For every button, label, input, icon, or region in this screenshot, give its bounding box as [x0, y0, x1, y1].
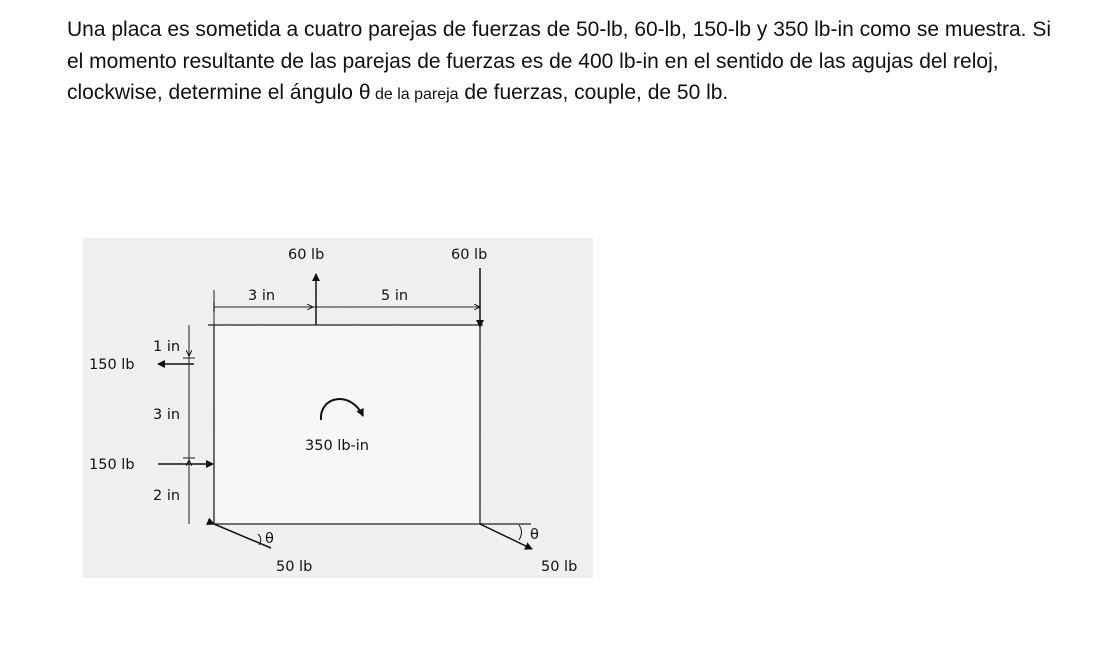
top-left-force-label: 60 lb	[288, 247, 325, 263]
dim-left-2-label: 3 in	[153, 407, 181, 423]
dim-left-3-label: 2 in	[153, 488, 181, 504]
plate-diagram	[83, 238, 593, 578]
couple-moment-label: 350 lb-in	[305, 438, 369, 454]
angle-left-label: θ	[265, 531, 274, 547]
bottom-left-force-label: 50 lb	[276, 559, 313, 575]
angle-right-label: θ	[530, 527, 539, 543]
dim-top-left-label: 3 in	[248, 288, 276, 304]
problem-text-part2: de fuerzas, couple, de 50 lb.	[458, 81, 729, 104]
plate	[214, 325, 480, 524]
plate-figure	[83, 238, 593, 578]
theta-symbol: θ	[358, 81, 371, 104]
dim-top-right-label: 5 in	[381, 288, 409, 304]
left-top-force-label: 150 lb	[89, 357, 135, 373]
left-bottom-force-label: 150 lb	[89, 457, 135, 473]
top-right-force-label: 60 lb	[451, 247, 488, 263]
bottom-right-force-label: 50 lb	[541, 559, 578, 575]
dim-left-1-label: 1 in	[153, 339, 181, 355]
problem-statement	[67, 14, 1057, 111]
problem-text-part1: Una placa es sometida a cuatro parejas de fuerzas de 50-lb, 60-lb, 150-lb y 350 lb-in como se muestra. Si el momento resultante de las parejas de fuerzas es de 400 lb-in en el sentido de las agujas del reloj, clockwise, determine el ángulo	[67, 18, 1052, 104]
problem-text-small: de la pareja	[370, 86, 459, 103]
